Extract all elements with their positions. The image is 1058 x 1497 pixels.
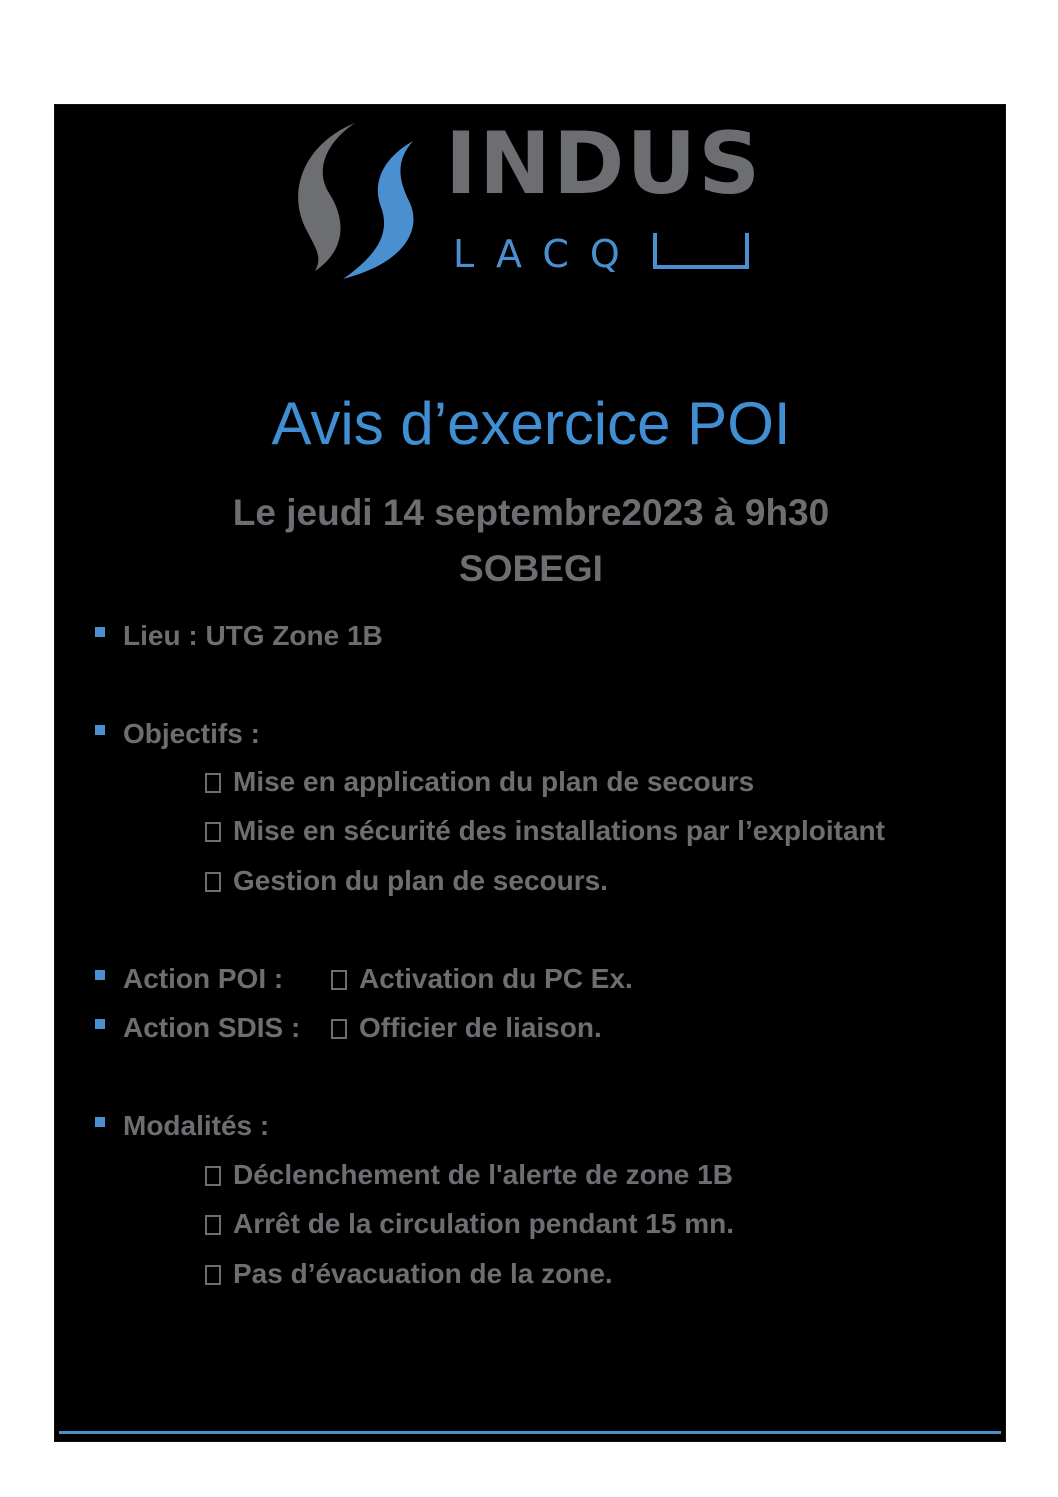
action-poi-value: [331, 962, 633, 996]
checkbox-icon: [205, 1215, 221, 1235]
bullet-icon: [95, 1019, 105, 1029]
checkbox-icon: [205, 1166, 221, 1186]
logo-bracket-shape: [653, 233, 749, 269]
logo-text-indus: INDUS: [445, 114, 763, 214]
modalite-item-text: Pas d’évacuation de la zone.: [233, 1258, 613, 1289]
objectif-item: [205, 814, 885, 848]
objectif-item: [205, 864, 608, 898]
indus-lacq-logo: [285, 114, 785, 281]
page-title: Avis d’exercice POI: [271, 390, 791, 457]
action-poi-label: Action POI :: [123, 963, 284, 994]
bullet-icon: [95, 1117, 105, 1127]
checkbox-icon: [205, 872, 221, 892]
modalite-item: [205, 1207, 734, 1241]
objectif-item: [205, 765, 754, 799]
checkbox-icon: [205, 1265, 221, 1285]
date-line: Le jeudi 14 septembre2023 à 9h30: [232, 492, 830, 533]
poster: [54, 104, 1006, 1442]
checkbox-icon: [331, 970, 347, 990]
lieu-label: Lieu : UTG Zone 1B: [123, 620, 383, 651]
modalite-item-text: Déclenchement de l'alerte de zone 1B: [233, 1159, 733, 1190]
objectif-item-text: Gestion du plan de secours.: [233, 865, 608, 896]
bullet-icon: [95, 627, 105, 637]
checkbox-icon: [205, 822, 221, 842]
checkbox-icon: [331, 1019, 347, 1039]
logo-flame-icon: [285, 121, 435, 281]
action-sdis-value: [331, 1011, 602, 1045]
action-sdis-value-text: Officier de liaison.: [359, 1012, 602, 1043]
modalite-item-text: Arrêt de la circulation pendant 15 mn.: [233, 1208, 735, 1239]
footer-divider: [59, 1431, 1001, 1434]
company-name: SOBEGI: [459, 548, 603, 589]
objectif-item-text: Mise en sécurité des installations par l’exploitant: [233, 815, 885, 846]
checkbox-icon: [205, 773, 221, 793]
modalites-label: Modalités :: [123, 1110, 270, 1141]
objectifs-label: Objectifs :: [123, 718, 260, 749]
bullet-icon: [95, 970, 105, 980]
action-sdis-label: Action SDIS :: [123, 1012, 301, 1043]
modalite-item: [205, 1158, 733, 1192]
logo-text-lacq: LACQ: [453, 232, 641, 276]
action-poi-value-text: Activation du PC Ex.: [359, 963, 633, 994]
bullet-icon: [95, 725, 105, 735]
objectif-item-text: Mise en application du plan de secours: [233, 766, 755, 797]
modalite-item: [205, 1257, 613, 1291]
